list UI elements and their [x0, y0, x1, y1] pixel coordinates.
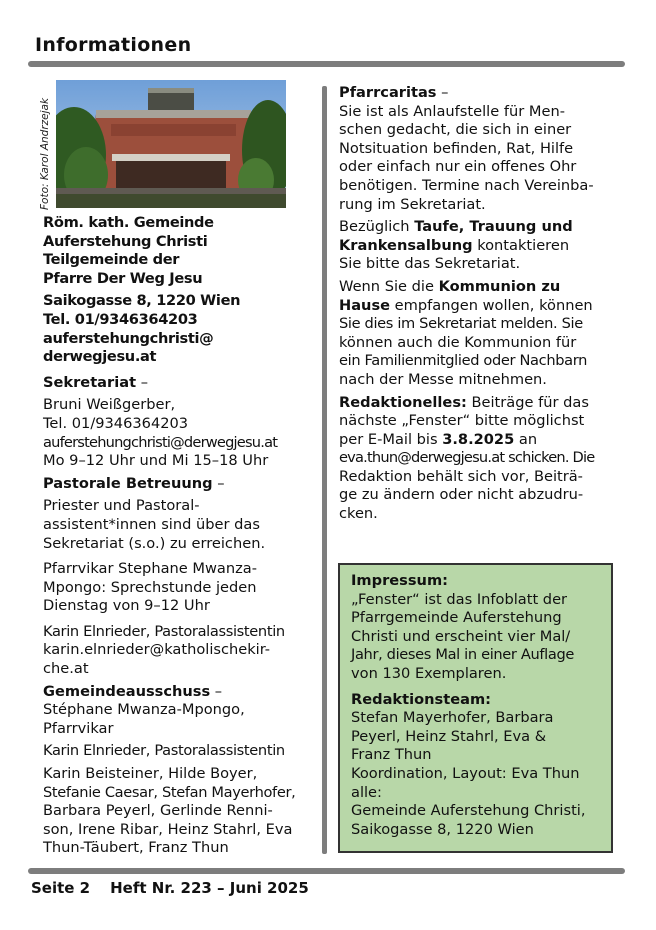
impressum-line: „Fenster“ ist das Infoblatt der — [351, 590, 568, 608]
ausschuss-line: Thun-Täubert, Franz Thun — [43, 839, 229, 857]
ausschuss-line: Stefanie Caesar, Stefan Mayerhofer, — [43, 783, 296, 801]
caritas-line: oder einfach nur ein offenes Ohr — [339, 158, 577, 176]
pastoral-line: assistent*innen sind über das — [43, 515, 260, 533]
pastoral-line: Karin Elnrieder, Pastoralassistentin — [43, 622, 285, 640]
redaktionsteam-line: Saikogasse 8, 1220 Wien — [351, 820, 534, 838]
heading-dash: – — [436, 84, 449, 101]
pastoral-line: Mpongo: Sprechstunde jeden — [43, 578, 257, 596]
kommunion-line — [339, 297, 619, 316]
redaktionelles-text: an — [514, 430, 538, 448]
heading-dash: – — [210, 682, 223, 700]
ausschuss-heading-line — [43, 683, 318, 702]
heading-dash: – — [212, 474, 225, 492]
kommunion-line: nach der Messe mitnehmen. — [339, 370, 547, 388]
redaktionelles-line — [339, 394, 619, 413]
kommunion-line — [339, 278, 619, 297]
deadline-date: 3.8.2025 — [442, 430, 515, 448]
parish-email[interactable]: derwegjesu.at — [43, 348, 157, 366]
taufe-line: Sie bitte das Sekretariat. — [339, 255, 521, 273]
taufe-line — [339, 218, 619, 237]
sekretariat-line: Tel. 01/9346364203 — [43, 414, 189, 432]
sekretariat-line: Bruni Weißgerber, — [43, 396, 176, 414]
ausschuss-line: Karin Elnrieder, Pastoralassistentin — [43, 742, 285, 760]
pastoral-heading-line — [43, 475, 318, 494]
redaktionelles-line: ge zu ändern oder nicht abzudru- — [339, 486, 584, 504]
ausschuss-line: son, Irene Ribar, Heinz Stahrl, Eva — [43, 820, 293, 838]
taufe-bold: Krankensalbung — [339, 236, 473, 254]
heading-dash: – — [136, 373, 148, 391]
caritas-heading: Pfarrcaritas — [339, 84, 437, 101]
impressum-heading: Impressum: — [351, 572, 448, 589]
parish-name-line: Pfarre Der Weg Jesu — [43, 269, 203, 287]
impressum-line: Jahr, dieses Mal in einer Auflage — [351, 646, 575, 664]
kommunion-bold: Hause — [339, 296, 391, 314]
taufe-line — [339, 237, 619, 256]
caritas-heading-line — [339, 84, 619, 103]
redaktionelles-line: Redaktion behält sich vor, Beiträ- — [339, 467, 583, 485]
parish-phone: Tel. 01/9346364203 — [43, 310, 198, 328]
sekretariat-heading-line — [43, 374, 318, 393]
pastoral-line: Sekretariat (s.o.) zu erreichen. — [43, 534, 266, 552]
redaktionelles-line — [339, 431, 619, 450]
pastoral-line: Pfarrvikar Stephane Mwanza- — [43, 560, 257, 578]
kommunion-text: empfangen wollen, können — [390, 296, 593, 314]
impressum-box — [338, 563, 613, 853]
redaktionelles-heading: Redaktionelles: — [339, 393, 467, 411]
page-title: Informationen — [35, 34, 192, 56]
redaktionsteam-line: alle: — [351, 783, 382, 801]
redaktionsteam-line: Peyerl, Heinz Stahrl, Eva & — [351, 727, 547, 745]
ausschuss-heading: Gemeindeausschuss — [43, 682, 211, 700]
kommunion-bold: Kommunion zu — [438, 277, 561, 295]
redaktionsteam-line: Stefan Mayerhofer, Barbara — [351, 709, 554, 727]
redaktionsteam-heading: Redaktionsteam: — [351, 690, 491, 708]
ausschuss-line: Barbara Peyerl, Gerlinde Renni- — [43, 802, 273, 820]
caritas-line: benötigen. Termine nach Vereinba- — [339, 176, 594, 194]
ausschuss-line: Stéphane Mwanza-Mpongo, — [43, 701, 245, 719]
kommunion-text: Wenn Sie die — [339, 277, 439, 295]
redaktionelles-text: Beiträge für das — [466, 393, 589, 411]
page-footer — [31, 879, 309, 897]
impressum-line: Christi und erscheint vier Mal/ — [351, 627, 571, 645]
parish-name-line: Teilgemeinde der — [43, 251, 180, 269]
pastoral-email[interactable]: che.at — [43, 660, 89, 678]
ausschuss-line: Pfarrvikar — [43, 719, 114, 737]
redaktionsteam-line: Franz Thun — [351, 746, 432, 764]
parish-name — [43, 214, 318, 288]
top-rule — [28, 61, 625, 67]
parish-name-line: Röm. kath. Gemeinde — [43, 214, 214, 231]
sekretariat-email[interactable]: auferstehungchristi@derwegjesu.at — [43, 433, 278, 451]
taufe-text: kontaktieren — [472, 236, 570, 254]
taufe-text: Bezüglich — [339, 218, 415, 236]
sekretariat-heading: Sekretariat — [43, 373, 137, 391]
caritas-line: Sie ist als Anlaufstelle für Men- — [339, 102, 565, 120]
kommunion-line: können auch die Kommunion für — [339, 333, 577, 351]
church-photo — [56, 80, 286, 208]
bottom-rule — [28, 868, 625, 874]
right-column — [339, 84, 619, 524]
parish-name-line: Auferstehung Christi — [43, 232, 208, 250]
column-divider — [322, 86, 327, 854]
sekretariat-line: Mo 9–12 Uhr und Mi 15–18 Uhr — [43, 452, 269, 470]
redaktionelles-line: nächste „Fenster“ bitte möglichst — [339, 412, 585, 430]
pastoral-line: Dienstag von 9–12 Uhr — [43, 597, 210, 615]
ausschuss-line: Karin Beisteiner, Hilde Boyer, — [43, 765, 258, 783]
issue-info: Heft Nr. 223 – Juni 2025 — [110, 879, 309, 897]
parish-address: Saikogasse 8, 1220 Wien — [43, 292, 241, 310]
impressum-line: Pfarrgemeinde Auferstehung — [351, 609, 562, 627]
caritas-line: Notsituation befinden, Rat, Hilfe — [339, 139, 574, 157]
redaktionelles-email-line[interactable]: eva.thun@derwegjesu.at schicken. Die — [339, 449, 595, 467]
parish-email[interactable]: auferstehungchristi@ — [43, 329, 214, 347]
pastoral-line: Priester und Pastoral- — [43, 497, 200, 515]
redaktionsteam-line: Koordination, Layout: Eva Thun — [351, 764, 580, 782]
taufe-bold: Taufe, Trauung und — [414, 218, 573, 236]
kommunion-line: ein Familienmitglied oder Nachbarn — [339, 352, 588, 370]
kommunion-line: Sie dies im Sekretariat melden. Sie — [339, 315, 583, 333]
impressum-line: von 130 Exemplaren. — [351, 664, 507, 682]
left-column — [43, 214, 318, 858]
page-number: Seite 2 — [31, 879, 91, 897]
parish-contact — [43, 292, 318, 366]
pastoral-email[interactable]: karin.elnrieder@katholischekir- — [43, 641, 271, 659]
redaktionelles-line: cken. — [339, 505, 378, 523]
redaktionelles-text: per E-Mail bis — [339, 430, 443, 448]
photo-credit: Foto: Karol Andrzejak — [39, 97, 51, 210]
caritas-line: schen gedacht, die sich in einer — [339, 121, 572, 139]
redaktionsteam-line: Gemeinde Auferstehung Christi, — [351, 802, 586, 820]
caritas-line: rung im Sekretariat. — [339, 195, 486, 213]
pastoral-heading: Pastorale Betreuung — [43, 474, 213, 492]
